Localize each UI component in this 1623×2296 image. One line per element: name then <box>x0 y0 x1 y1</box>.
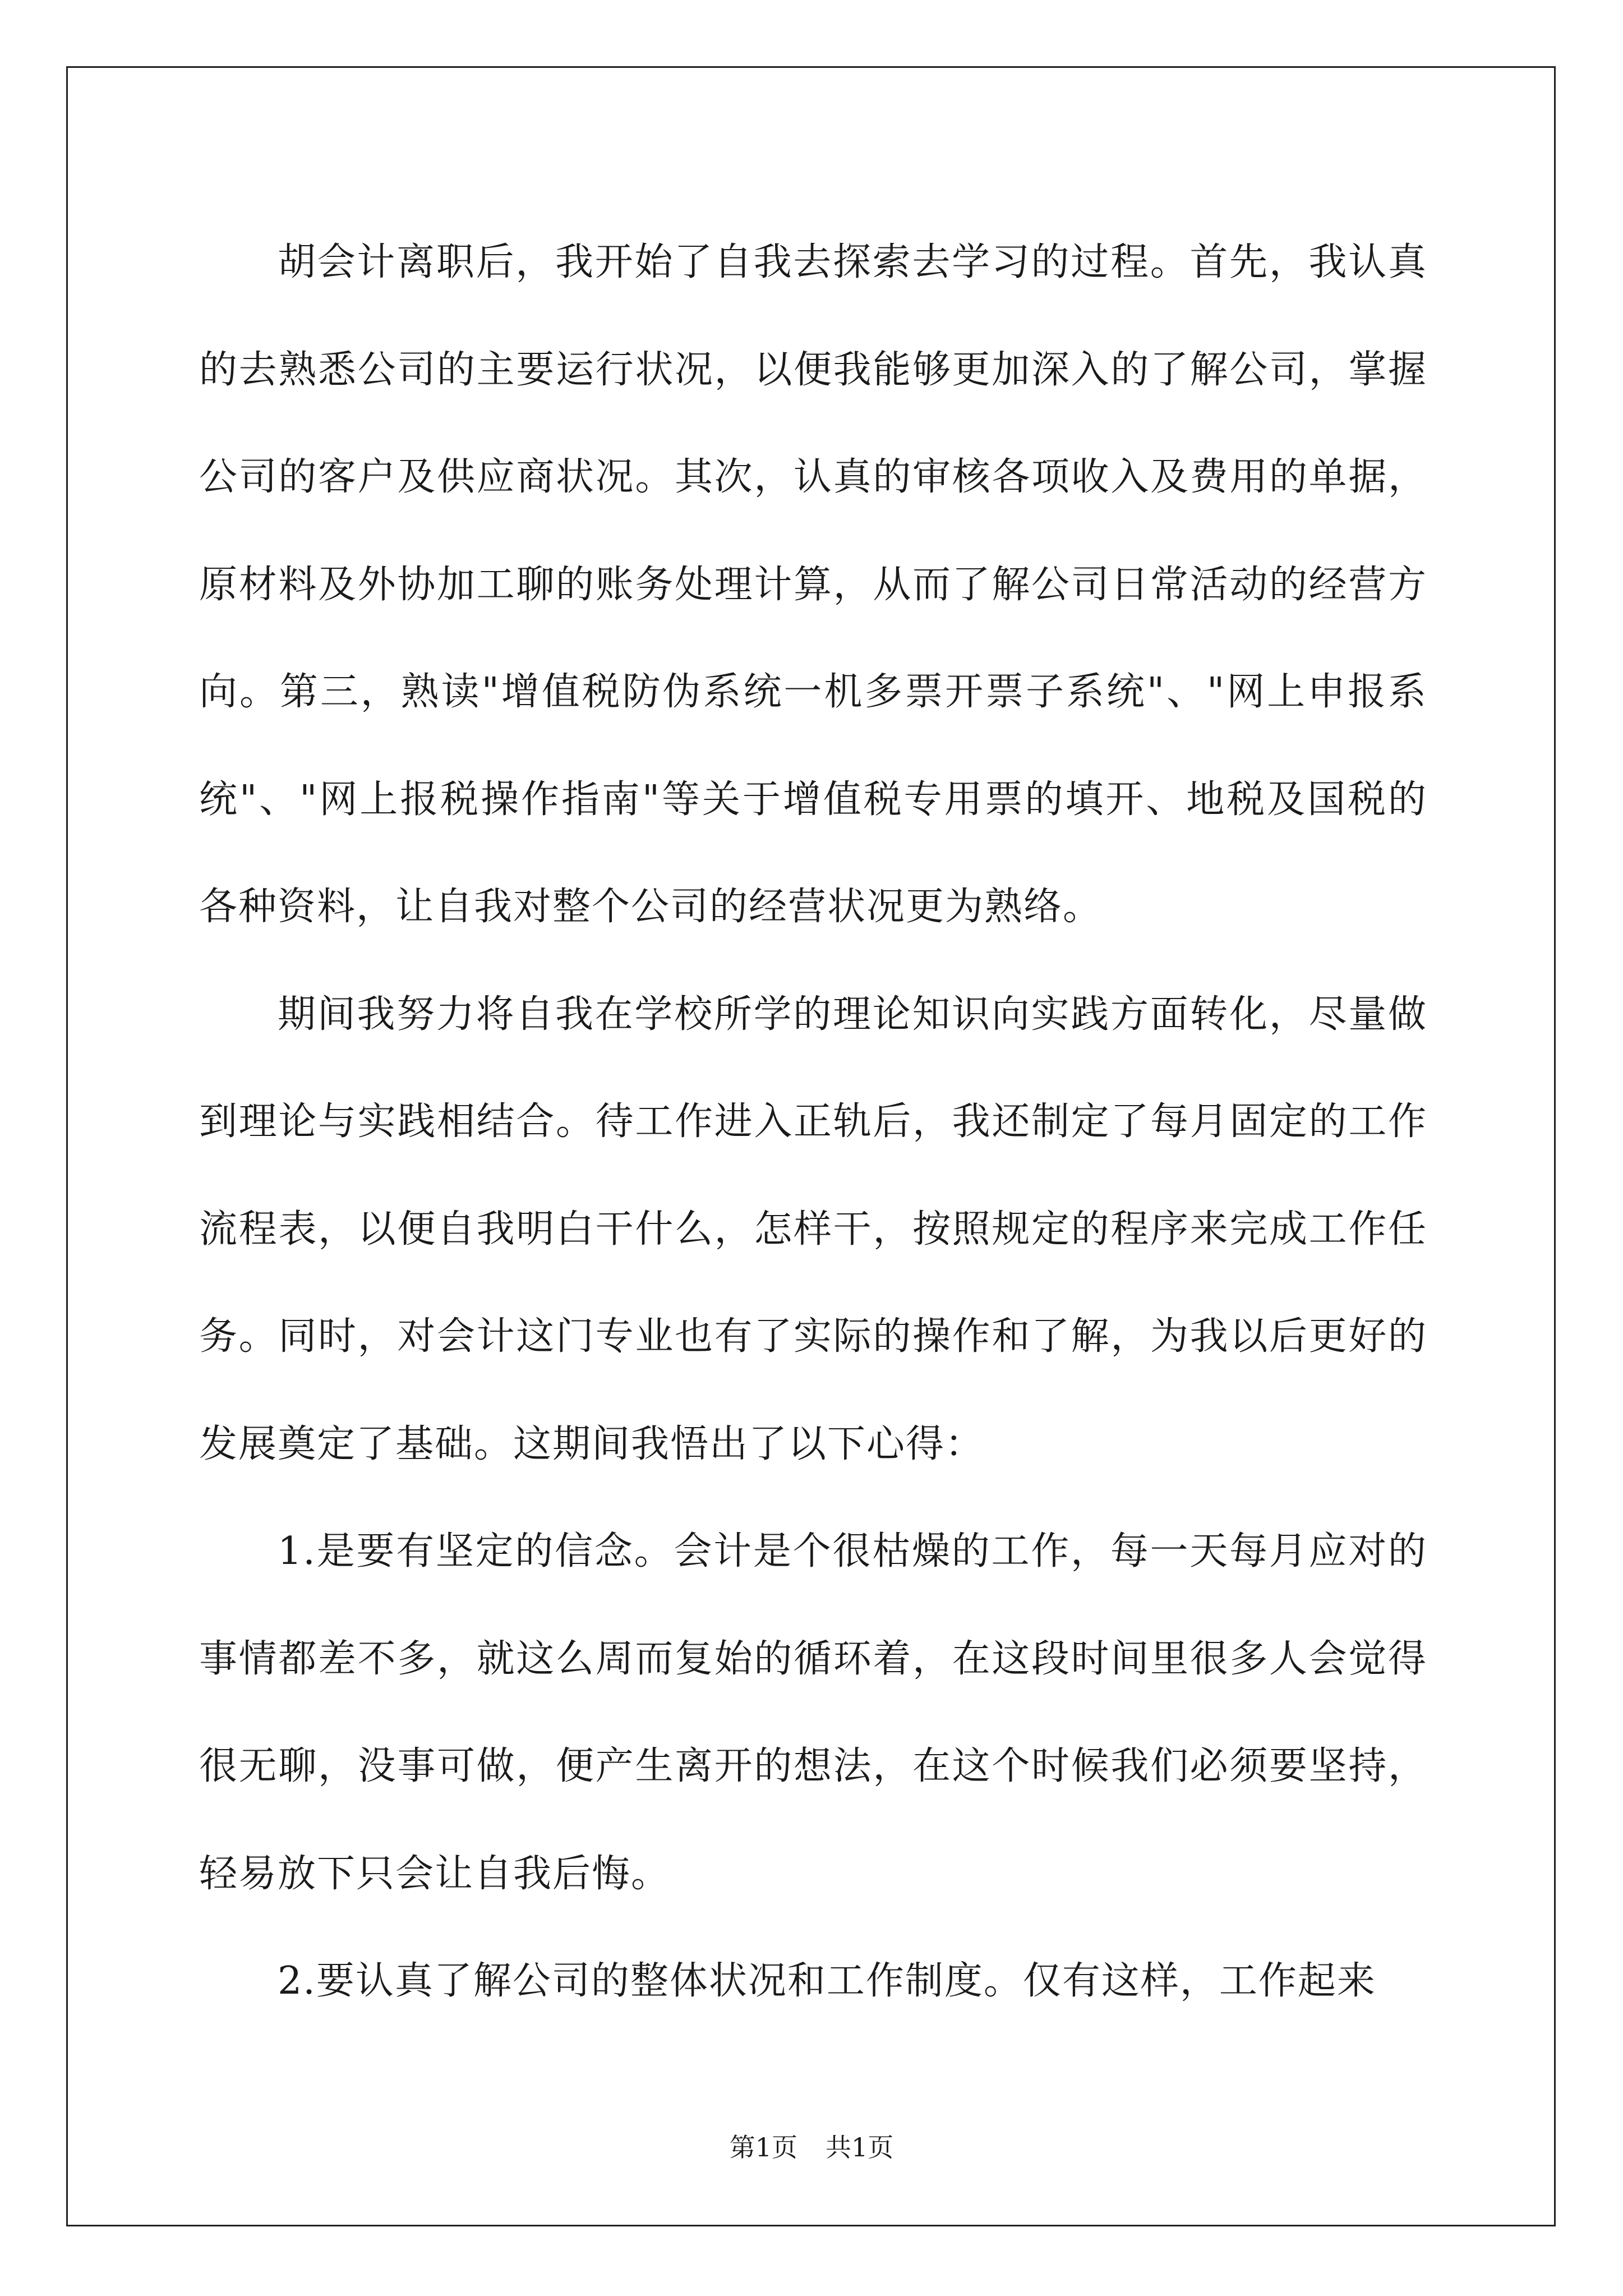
paragraph-2: 期间我努力将自我在学校所学的理论知识向实践方面转化，尽量做到理论与实践相结合。待工作进入正轨后，我还制定了每月固定的工作流程表，以便自我明白干什么，怎样干，按照规定的程序来完成工作任务。同时，对会计这门专业也有了实际的操作和了解，为我以后更好的发展奠定了基础。这期间我悟出了以下心得： <box>199 992 1427 1466</box>
paragraph-4: 2.要认真了解公司的整体状况和工作制度。仅有这样，工作起来 <box>278 1959 1376 2003</box>
paragraph-3: 1.是要有坚定的信念。会计是个很枯燥的工作，每一天每月应对的事情都差不多，就这么周而复始的循环着，在这段时间里很多人会觉得很无聊，没事可做，便产生离开的想法，在这个时候我们必须要坚持，轻易放下只会让自我后悔。 <box>199 1529 1427 1896</box>
page-total: 共1页 <box>826 2132 894 2162</box>
page-number: 第1页 <box>729 2132 797 2162</box>
paragraph-1: 胡会计离职后，我开始了自我去探索去学习的过程。首先，我认真的去熟悉公司的主要运行状况，以便我能够更加深入的了解公司，掌握公司的客户及供应商状况。其次，认真的审核各项收入及费用的单据，原材料及外协加工聊的账务处理计算，从而了解公司日常活动的经营方向。第三，熟读"增值税防伪系统一机多票开票子系统"、"网上申报系统"、"网上报税操作指南"等关于增值税专用票的填开、地税及国税的各种资料，让自我对整个公司的经营状况更为熟络。 <box>199 240 1427 929</box>
page-footer <box>0 2132 1623 2163</box>
document-body <box>199 209 1427 2035</box>
